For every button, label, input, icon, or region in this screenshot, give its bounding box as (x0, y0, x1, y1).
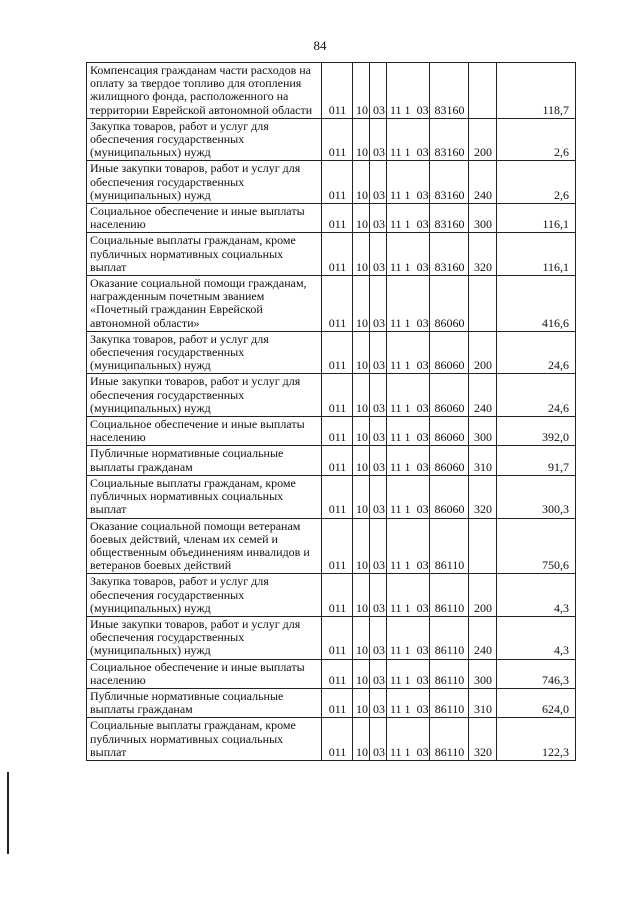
table-row (87, 417, 576, 446)
table-row (87, 276, 576, 332)
program-code-cell (387, 616, 430, 659)
amount-cell: 624,0 (497, 688, 576, 717)
ministry-code-cell: 011 (322, 718, 353, 761)
direction-code-cell: 83160 (430, 63, 469, 119)
section-code-cell: 10 (353, 574, 370, 617)
subprogram-code: 03 (416, 145, 429, 160)
program-code-cell (387, 417, 430, 446)
subprogram-code: 03 (416, 558, 429, 573)
table-row (87, 718, 576, 761)
expense-type-code-cell: 240 (469, 616, 497, 659)
row-name-cell: Публичные нормативные социальные выплаты гражданам (87, 446, 322, 475)
direction-code-cell: 86060 (430, 475, 469, 518)
amount-cell: 91,7 (497, 446, 576, 475)
table-row (87, 475, 576, 518)
section-code-cell: 10 (353, 233, 370, 276)
ministry-code-cell: 011 (322, 688, 353, 717)
table-row (87, 161, 576, 204)
direction-code-cell: 86110 (430, 518, 469, 574)
section-code-cell: 10 (353, 161, 370, 204)
ministry-code-cell: 011 (322, 276, 353, 332)
section-code-cell: 10 (353, 204, 370, 233)
program-code: 11 1 (390, 187, 411, 202)
expense-type-code-cell: 300 (469, 204, 497, 233)
section-code-cell: 10 (353, 374, 370, 417)
section-code-cell: 10 (353, 616, 370, 659)
table-row (87, 616, 576, 659)
direction-code-cell: 86110 (430, 659, 469, 688)
section-code-cell: 10 (353, 518, 370, 574)
program-code-cell (387, 233, 430, 276)
program-code: 11 1 (390, 259, 411, 274)
subprogram-code: 03 (416, 744, 429, 759)
row-name-cell: Социальное обеспечение и иные выплаты населению (87, 417, 322, 446)
subsection-code-cell: 03 (370, 276, 387, 332)
expense-type-code-cell: 320 (469, 475, 497, 518)
direction-code-cell: 83160 (430, 118, 469, 161)
subprogram-code: 03 (416, 400, 429, 415)
direction-code-cell: 86060 (430, 446, 469, 475)
subsection-code-cell: 03 (370, 718, 387, 761)
margin-line (7, 772, 9, 854)
table-row (87, 518, 576, 574)
section-code-cell: 10 (353, 446, 370, 475)
program-code: 11 1 (390, 702, 411, 717)
amount-cell: 4,3 (497, 616, 576, 659)
subsection-code-cell: 03 (370, 233, 387, 276)
amount-cell: 122,3 (497, 718, 576, 761)
table-row (87, 659, 576, 688)
subprogram-code: 03 (416, 459, 429, 474)
amount-cell: 4,3 (497, 574, 576, 617)
ministry-code-cell: 011 (322, 161, 353, 204)
program-code-cell (387, 688, 430, 717)
ministry-code-cell: 011 (322, 204, 353, 233)
program-code-cell (387, 574, 430, 617)
expense-type-code-cell: 300 (469, 659, 497, 688)
row-name-cell: Закупка товаров, работ и услуг для обеспечения государственных (муниципальных) нужд (87, 331, 322, 374)
expense-type-code-cell (469, 63, 497, 119)
subprogram-code: 03 (416, 672, 429, 687)
section-code-cell: 10 (353, 475, 370, 518)
ministry-code-cell: 011 (322, 63, 353, 119)
amount-cell: 24,6 (497, 331, 576, 374)
ministry-code-cell: 011 (322, 659, 353, 688)
program-code-cell (387, 118, 430, 161)
ministry-code-cell: 011 (322, 616, 353, 659)
expense-type-code-cell: 300 (469, 417, 497, 446)
row-name-cell: Социальное обеспечение и иные выплаты населению (87, 659, 322, 688)
direction-code-cell: 83160 (430, 233, 469, 276)
program-code: 11 1 (390, 744, 411, 759)
direction-code-cell: 83160 (430, 204, 469, 233)
subsection-code-cell: 03 (370, 161, 387, 204)
program-code-cell (387, 659, 430, 688)
expense-type-code-cell (469, 518, 497, 574)
section-code-cell: 10 (353, 331, 370, 374)
ministry-code-cell: 011 (322, 417, 353, 446)
program-code: 11 1 (390, 358, 411, 373)
ministry-code-cell: 011 (322, 331, 353, 374)
expense-type-code-cell: 310 (469, 446, 497, 475)
direction-code-cell: 86060 (430, 417, 469, 446)
section-code-cell: 10 (353, 659, 370, 688)
direction-code-cell: 86110 (430, 688, 469, 717)
expense-type-code-cell: 240 (469, 374, 497, 417)
expense-type-code-cell: 240 (469, 161, 497, 204)
subprogram-code: 03 (416, 600, 429, 615)
ministry-code-cell: 011 (322, 518, 353, 574)
subprogram-code: 03 (416, 643, 429, 658)
expense-type-code-cell: 320 (469, 718, 497, 761)
amount-cell: 2,6 (497, 118, 576, 161)
table-row (87, 574, 576, 617)
expense-type-code-cell: 320 (469, 233, 497, 276)
program-code: 11 1 (390, 459, 411, 474)
table-row (87, 446, 576, 475)
amount-cell: 118,7 (497, 63, 576, 119)
subsection-code-cell: 03 (370, 688, 387, 717)
amount-cell: 746,3 (497, 659, 576, 688)
program-code: 11 1 (390, 643, 411, 658)
subprogram-code: 03 (416, 315, 429, 330)
program-code-cell (387, 718, 430, 761)
program-code: 11 1 (390, 400, 411, 415)
amount-cell: 24,6 (497, 374, 576, 417)
expense-type-code-cell: 200 (469, 118, 497, 161)
ministry-code-cell: 011 (322, 574, 353, 617)
expense-type-code-cell: 310 (469, 688, 497, 717)
table-row (87, 688, 576, 717)
direction-code-cell: 86060 (430, 331, 469, 374)
amount-cell: 300,3 (497, 475, 576, 518)
amount-cell: 2,6 (497, 161, 576, 204)
section-code-cell: 10 (353, 63, 370, 119)
row-name-cell: Закупка товаров, работ и услуг для обеспечения государственных (муниципальных) нужд (87, 574, 322, 617)
direction-code-cell: 83160 (430, 161, 469, 204)
subsection-code-cell: 03 (370, 659, 387, 688)
section-code-cell: 10 (353, 718, 370, 761)
program-code-cell (387, 63, 430, 119)
direction-code-cell: 86060 (430, 276, 469, 332)
table-row (87, 118, 576, 161)
amount-cell: 116,1 (497, 233, 576, 276)
program-code-cell (387, 331, 430, 374)
ministry-code-cell: 011 (322, 374, 353, 417)
amount-cell: 416,6 (497, 276, 576, 332)
section-code-cell: 10 (353, 118, 370, 161)
section-code-cell: 10 (353, 417, 370, 446)
subsection-code-cell: 03 (370, 616, 387, 659)
subsection-code-cell: 03 (370, 518, 387, 574)
program-code: 11 1 (390, 502, 411, 517)
row-name-cell: Оказание социальной помощи ветеранам боевых действий, членам их семей и общественным объединениям инвалидов и ветеранов боевых действий (87, 518, 322, 574)
subsection-code-cell: 03 (370, 204, 387, 233)
program-code: 11 1 (390, 102, 411, 117)
subprogram-code: 03 (416, 217, 429, 232)
program-code-cell (387, 374, 430, 417)
subprogram-code: 03 (416, 187, 429, 202)
subsection-code-cell: 03 (370, 331, 387, 374)
subsection-code-cell: 03 (370, 63, 387, 119)
program-code-cell (387, 446, 430, 475)
row-name-cell: Социальные выплаты гражданам, кроме публичных нормативных социальных выплат (87, 718, 322, 761)
row-name-cell: Публичные нормативные социальные выплаты гражданам (87, 688, 322, 717)
page-number: 84 (313, 38, 327, 53)
amount-cell: 392,0 (497, 417, 576, 446)
program-code: 11 1 (390, 145, 411, 160)
subprogram-code: 03 (416, 502, 429, 517)
direction-code-cell: 86060 (430, 374, 469, 417)
row-name-cell: Социальные выплаты гражданам, кроме публичных нормативных социальных выплат (87, 475, 322, 518)
row-name-cell: Оказание социальной помощи гражданам, награжденным почетным званием «Почетный гражданин Еврейской автономной области» (87, 276, 322, 332)
expense-type-code-cell: 200 (469, 574, 497, 617)
row-name-cell: Иные закупки товаров, работ и услуг для обеспечения государственных (муниципальных) нужд (87, 161, 322, 204)
ministry-code-cell: 011 (322, 118, 353, 161)
subsection-code-cell: 03 (370, 118, 387, 161)
budget-table (86, 62, 576, 761)
subsection-code-cell: 03 (370, 374, 387, 417)
ministry-code-cell: 011 (322, 233, 353, 276)
row-name-cell: Социальные выплаты гражданам, кроме публичных нормативных социальных выплат (87, 233, 322, 276)
program-code-cell (387, 276, 430, 332)
direction-code-cell: 86110 (430, 718, 469, 761)
section-code-cell: 10 (353, 276, 370, 332)
table-row (87, 331, 576, 374)
program-code-cell (387, 475, 430, 518)
program-code-cell (387, 518, 430, 574)
ministry-code-cell: 011 (322, 446, 353, 475)
row-name-cell: Социальное обеспечение и иные выплаты населению (87, 204, 322, 233)
table-row (87, 233, 576, 276)
subprogram-code: 03 (416, 702, 429, 717)
row-name-cell: Закупка товаров, работ и услуг для обеспечения государственных (муниципальных) нужд (87, 118, 322, 161)
direction-code-cell: 86110 (430, 574, 469, 617)
subsection-code-cell: 03 (370, 574, 387, 617)
table-row (87, 374, 576, 417)
program-code: 11 1 (390, 558, 411, 573)
row-name-cell: Иные закупки товаров, работ и услуг для обеспечения государственных (муниципальных) нужд (87, 374, 322, 417)
program-code: 11 1 (390, 430, 411, 445)
ministry-code-cell: 011 (322, 475, 353, 518)
table-row (87, 204, 576, 233)
program-code-cell (387, 204, 430, 233)
amount-cell: 116,1 (497, 204, 576, 233)
expense-type-code-cell (469, 276, 497, 332)
program-code: 11 1 (390, 217, 411, 232)
table-body (87, 63, 576, 761)
row-name-cell: Иные закупки товаров, работ и услуг для обеспечения государственных (муниципальных) нужд (87, 616, 322, 659)
section-code-cell: 10 (353, 688, 370, 717)
row-name-cell: Компенсация гражданам части расходов на оплату за твердое топливо для отопления жилищного фонда, расположенного на территории Еврейской автономной области (87, 63, 322, 119)
direction-code-cell: 86110 (430, 616, 469, 659)
subprogram-code: 03 (416, 430, 429, 445)
subsection-code-cell: 03 (370, 417, 387, 446)
subsection-code-cell: 03 (370, 446, 387, 475)
subsection-code-cell: 03 (370, 475, 387, 518)
program-code-cell (387, 161, 430, 204)
expense-type-code-cell: 200 (469, 331, 497, 374)
program-code: 11 1 (390, 600, 411, 615)
subprogram-code: 03 (416, 358, 429, 373)
program-code: 11 1 (390, 315, 411, 330)
amount-cell: 750,6 (497, 518, 576, 574)
table-row (87, 63, 576, 119)
subprogram-code: 03 (416, 259, 429, 274)
subprogram-code: 03 (416, 102, 429, 117)
program-code: 11 1 (390, 672, 411, 687)
